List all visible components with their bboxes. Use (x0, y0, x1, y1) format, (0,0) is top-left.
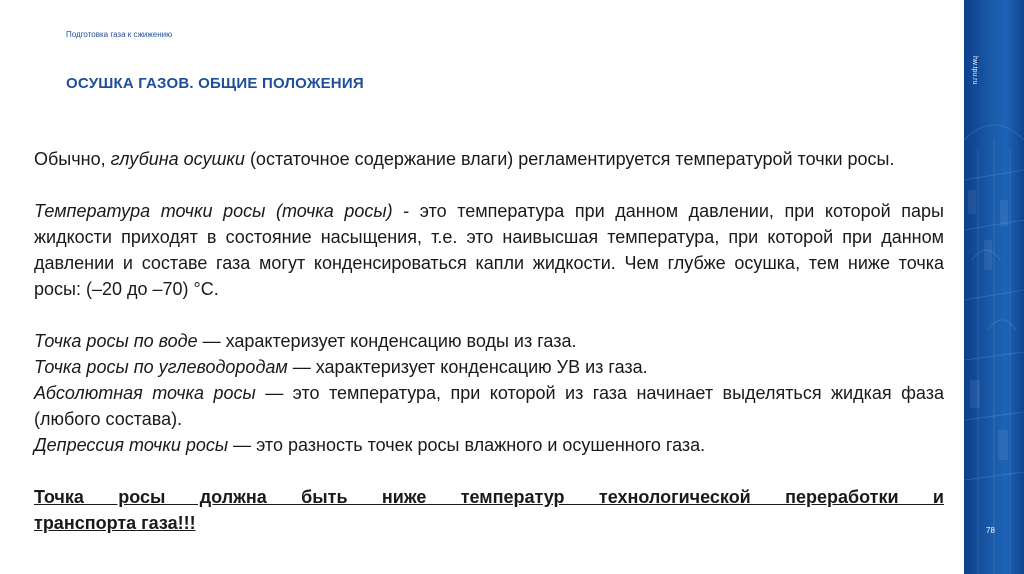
spacer (34, 302, 944, 328)
sidebar-url: hw.tpu.ru (971, 56, 978, 85)
definition-dew-point-depression (34, 432, 944, 458)
spacer (34, 172, 944, 198)
definition-absolute-dew-point (34, 380, 944, 432)
text-span: — это температура, при которой из газа начинает выделяться жидкая фаза (любого состава). (34, 383, 944, 429)
definition-water-dew-point (34, 328, 944, 354)
sidebar-panel (964, 0, 1024, 574)
term-hydrocarbon-dew-point: Точка росы по углеводородам (34, 357, 288, 377)
conclusion-line-1: Точка росы должна быть ниже температур технологической переработки и (34, 487, 944, 507)
page-number: 78 (986, 526, 995, 535)
text-span: — характеризует конденсацию УВ из газа. (287, 357, 648, 377)
term-water-dew-point: Точка росы по воде (34, 331, 198, 351)
breadcrumb: Подготовка газа к сжижению (66, 30, 173, 39)
sidebar-building-texture (964, 0, 1024, 574)
text-span: (остаточное содержание влаги) регламентируется температурой точки росы. (244, 149, 895, 169)
term-dew-point: Температура точки росы (точка росы) (34, 201, 393, 221)
slide-content (34, 146, 944, 536)
text-span: — это разность точек росы влажного и осушенного газа. (228, 435, 706, 455)
term-drying-depth: глубина осушки (110, 149, 245, 169)
text-span: - это температура при данном давлении, при которой пары жидкости приходят в состояние насыщения, т.е. это наивысшая температура, при которой при данном давлении и составе газа могут конденсироваться капли жидкости. Чем глубже осушка, тем ниже точка росы: (–20 до –70) °С. (34, 201, 944, 299)
paragraph-drying-depth (34, 146, 944, 172)
spacer (34, 458, 944, 484)
conclusion-line-2: транспорта газа!!! (34, 513, 196, 533)
term-absolute-dew-point: Абсолютная точка росы (34, 383, 256, 403)
conclusion-statement (34, 484, 944, 536)
text-span: — характеризует конденсацию воды из газа. (197, 331, 577, 351)
slide-title: ОСУШКА ГАЗОВ. ОБЩИЕ ПОЛОЖЕНИЯ (66, 75, 364, 92)
paragraph-dew-point-definition (34, 198, 944, 302)
definition-hydrocarbon-dew-point (34, 354, 944, 380)
term-dew-point-depression: Депрессия точки росы (34, 435, 229, 455)
text-span: Обычно, (34, 149, 111, 169)
